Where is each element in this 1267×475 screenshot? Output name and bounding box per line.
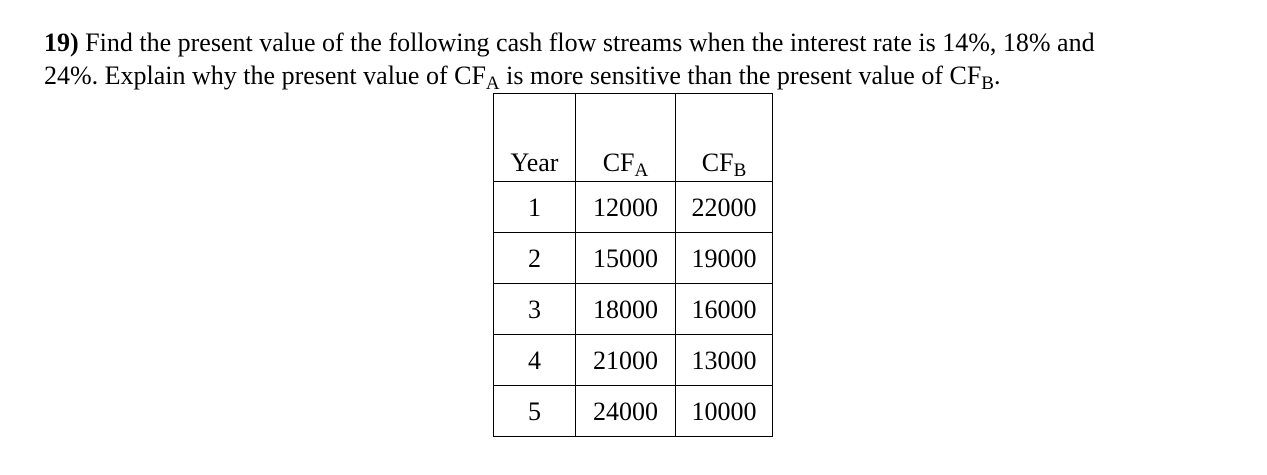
- header-cfb-label: CF: [701, 148, 734, 177]
- header-cfa-subscript: A: [634, 160, 649, 181]
- cell-cfb: 13000: [676, 335, 773, 386]
- cell-cfa: 12000: [576, 182, 676, 233]
- subscript-a: A: [485, 73, 500, 94]
- cell-year: 2: [494, 233, 576, 284]
- header-year-label: Year: [510, 148, 559, 177]
- question-number: 19): [44, 28, 79, 57]
- cell-cfb: 22000: [676, 182, 773, 233]
- cell-year: 3: [494, 284, 576, 335]
- table-row: [494, 386, 773, 437]
- cell-cfb: 10000: [676, 386, 773, 437]
- table-header-row: [494, 94, 773, 182]
- cash-flow-table: [493, 93, 773, 437]
- cell-cfa: 24000: [576, 386, 676, 437]
- subscript-b: B: [981, 73, 994, 94]
- table-row: [494, 182, 773, 233]
- header-cfb-subscript: B: [733, 160, 747, 181]
- cell-cfb: 19000: [676, 233, 773, 284]
- cell-year: 4: [494, 335, 576, 386]
- header-cfa: [576, 94, 676, 182]
- table-row: [494, 335, 773, 386]
- cell-year: 1: [494, 182, 576, 233]
- question-text: [44, 26, 1244, 92]
- header-cfa-label: CF: [602, 148, 635, 177]
- question-line-2: [44, 59, 1244, 92]
- header-year: [494, 94, 576, 182]
- question-line-1: [44, 26, 1244, 59]
- cell-cfa: 15000: [576, 233, 676, 284]
- question-line-1-text: Find the present value of the following cash flow streams when the interest rate is 14%, 18% and: [78, 28, 1095, 57]
- cell-cfa: 18000: [576, 284, 676, 335]
- cell-year: 5: [494, 386, 576, 437]
- cell-cfa: 21000: [576, 335, 676, 386]
- cell-cfb: 16000: [676, 284, 773, 335]
- question-line-2-end: .: [993, 61, 1001, 90]
- question-line-2-part-a: 24%. Explain why the present value of CF: [44, 61, 486, 90]
- table-row: [494, 284, 773, 335]
- question-line-2-part-b: is more sensitive than the present value of CF: [499, 61, 982, 90]
- table-row: [494, 233, 773, 284]
- header-cfb: [676, 94, 773, 182]
